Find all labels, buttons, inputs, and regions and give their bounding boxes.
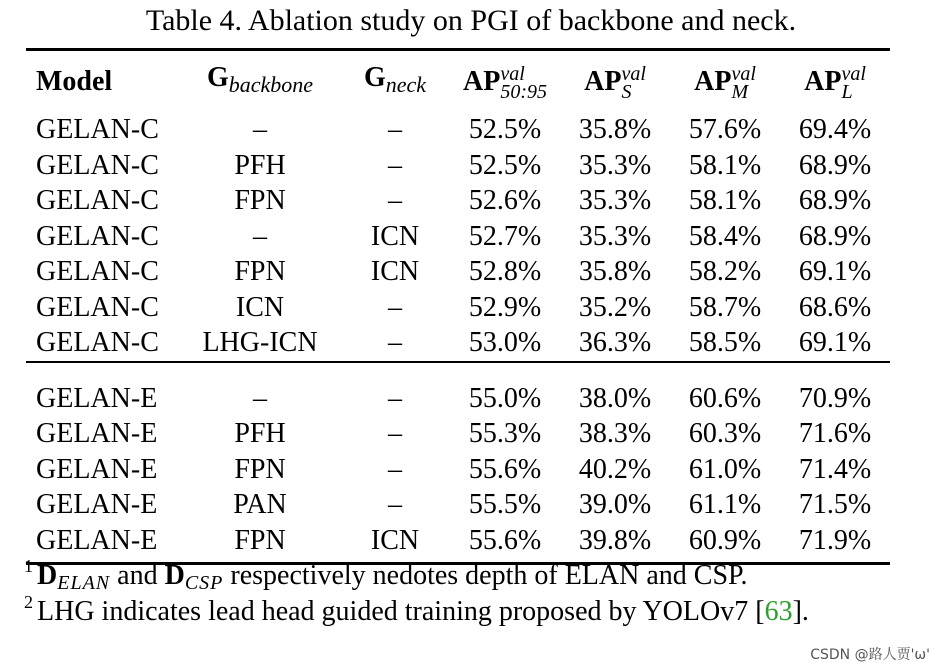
cell-ap: 52.5% (468, 149, 542, 181)
cell-gb: FPN (234, 185, 286, 216)
ap-s-main: AP (584, 65, 622, 97)
header-ap-l (780, 50, 890, 113)
cell-gb: FPN (234, 453, 286, 485)
cell-gb: – (180, 362, 340, 417)
cell-gb: LHG-ICN (202, 327, 318, 358)
ap-s-sub: S (621, 81, 632, 104)
table-row (26, 183, 890, 219)
cell-apl: 71.5% (798, 489, 872, 520)
cell-apm: 60.6% (670, 362, 780, 417)
table-row (26, 452, 890, 488)
cell-ap: 52.8% (468, 256, 542, 287)
cell-apl: 71.4% (798, 453, 872, 485)
table-row (26, 362, 890, 417)
cell-apl: 69.1% (798, 256, 872, 287)
footnote-1-elan-sub: ELAN (57, 572, 111, 594)
header-model: Model (26, 50, 180, 113)
cell-apl: 68.9% (798, 185, 872, 216)
cell-apl: 70.9% (780, 362, 890, 417)
cell-gn: – (388, 453, 402, 485)
cell-apl: 68.6% (798, 291, 872, 323)
cell-ap: 55.5% (468, 489, 542, 520)
footnote-1-csp-sub: CSP (184, 572, 224, 594)
cell-apl: 69.1% (798, 327, 872, 358)
ap-sup: val (500, 63, 525, 86)
cell-gb: PFH (234, 149, 286, 181)
cell-model: GELAN-E (36, 453, 158, 485)
cell-ap: 52.9% (468, 291, 542, 323)
cell-ap: 55.6% (450, 523, 560, 564)
cell-aps: 35.8% (578, 114, 652, 145)
ap-m-sub: M (731, 81, 749, 104)
ap-s-sup: val (621, 63, 646, 86)
cell-ap: 55.3% (468, 418, 542, 449)
ap-l-main: AP (804, 65, 842, 97)
header-ap-m (670, 50, 780, 113)
cell-model: GELAN-C (36, 291, 159, 323)
cell-ap: 52.6% (468, 185, 542, 216)
cell-aps: 36.3% (578, 327, 652, 358)
cell-aps: 38.3% (578, 418, 652, 449)
cell-ap: 55.0% (450, 362, 560, 417)
cell-model: GELAN-E (26, 523, 180, 564)
cell-ap: 55.6% (468, 453, 542, 485)
g-neck-sub: neck (385, 72, 427, 97)
cell-aps: 35.3% (578, 185, 652, 216)
cell-model: GELAN-C (36, 149, 159, 181)
cell-aps: 35.8% (578, 256, 652, 287)
cell-apl: 71.9% (780, 523, 890, 564)
cell-apl: 71.6% (798, 418, 872, 449)
ablation-table (26, 48, 890, 565)
cell-apm: 57.6% (688, 114, 762, 145)
footnote-1-d-csp: D (164, 560, 185, 591)
header-ap (450, 50, 560, 113)
header-row (26, 50, 890, 113)
cell-apm: 61.1% (688, 489, 762, 520)
header-g-neck (340, 50, 450, 113)
cell-gb: ICN (235, 291, 285, 323)
cell-aps: 35.3% (578, 220, 652, 252)
footnote-1-text: respectively nedotes depth of ELAN and CSP. (230, 560, 748, 591)
ap-sub: 50:95 (500, 81, 547, 104)
cell-aps: 35.2% (578, 291, 652, 323)
cell-apm: 58.2% (688, 256, 762, 287)
footnote-1 (24, 556, 748, 595)
table-row (26, 523, 890, 564)
cell-apm: 58.1% (688, 185, 762, 216)
footnote-1-d-elan: D (37, 560, 58, 591)
ap-main: AP (463, 65, 501, 97)
cell-gb: PFH (234, 418, 286, 449)
cell-ap: 52.7% (468, 220, 542, 252)
cell-apl: 68.9% (798, 149, 872, 181)
cell-gn: – (388, 418, 402, 449)
cell-gn: ICN (370, 220, 420, 252)
cell-apl: 69.4% (798, 114, 872, 145)
table-row (26, 487, 890, 523)
table-body (26, 112, 890, 564)
cell-gb: FPN (234, 256, 286, 287)
cell-aps: 39.8% (560, 523, 670, 564)
header-ap-s (560, 50, 670, 113)
citation-link[interactable]: 63 (764, 596, 793, 627)
g-neck-main: G (363, 62, 386, 93)
cell-gb: – (253, 220, 267, 252)
table-row (26, 254, 890, 290)
table-row (26, 325, 890, 362)
ap-m-sup: val (731, 63, 756, 86)
cell-model: GELAN-E (36, 418, 158, 449)
ap-l-sup: val (841, 63, 866, 86)
cell-aps: 40.2% (578, 453, 652, 485)
cell-gb: PAN (233, 489, 287, 520)
ap-l-sub: L (841, 81, 853, 104)
footnote-2-number: 2 (24, 592, 33, 612)
cell-gn: – (388, 489, 402, 520)
cell-model: GELAN-C (36, 114, 159, 145)
g-backbone-main: G (206, 62, 229, 93)
table-row (26, 148, 890, 184)
cell-aps: 38.0% (560, 362, 670, 417)
cell-gb: – (253, 114, 267, 145)
cell-model: GELAN-C (36, 327, 159, 358)
footnote-2 (24, 592, 809, 628)
cell-ap: 52.5% (468, 114, 542, 145)
table-row (26, 219, 890, 255)
cell-gb: FPN (180, 523, 340, 564)
cell-apm: 58.1% (688, 149, 762, 181)
table-row (26, 112, 890, 148)
watermark: CSDN @路人贾'ω' (810, 647, 930, 663)
cell-aps: 35.3% (578, 149, 652, 181)
header-g-backbone (180, 50, 340, 113)
cell-apm: 60.9% (670, 523, 780, 564)
cell-gn: – (388, 291, 402, 323)
cell-model: GELAN-E (36, 489, 158, 520)
ap-m-main: AP (694, 65, 732, 97)
g-backbone-sub: backbone (228, 72, 314, 97)
cell-gn: ICN (370, 256, 420, 287)
cell-aps: 39.0% (578, 489, 652, 520)
cell-apm: 61.0% (688, 453, 762, 485)
cell-model: GELAN-C (36, 185, 159, 216)
cell-apm: 58.4% (688, 220, 762, 252)
cell-ap: 53.0% (468, 327, 542, 358)
table-row (26, 290, 890, 326)
cell-apl: 68.9% (798, 220, 872, 252)
cell-gn: – (388, 114, 402, 145)
cell-model: GELAN-C (36, 256, 159, 287)
cell-gn: – (388, 185, 402, 216)
footnote-1-number: 1 (24, 556, 33, 576)
cell-model: GELAN-C (36, 220, 159, 252)
table-caption: Table 4. Ablation study on PGI of backbone and neck. (145, 4, 797, 37)
cell-gn: – (388, 327, 402, 358)
cell-gn: – (340, 362, 450, 417)
cell-model: GELAN-E (26, 362, 180, 417)
footnote-2-text: LHG indicates lead head guided training proposed by YOLOv7 [ (37, 596, 765, 627)
table-row (26, 416, 890, 452)
cell-apm: 60.3% (688, 418, 762, 449)
cell-gn: ICN (340, 523, 450, 564)
cell-gn: – (388, 149, 402, 181)
footnote-2-end: ]. (792, 596, 809, 627)
cell-apm: 58.7% (688, 291, 762, 323)
footnote-1-and: and (117, 560, 158, 591)
cell-apm: 58.5% (688, 327, 762, 358)
